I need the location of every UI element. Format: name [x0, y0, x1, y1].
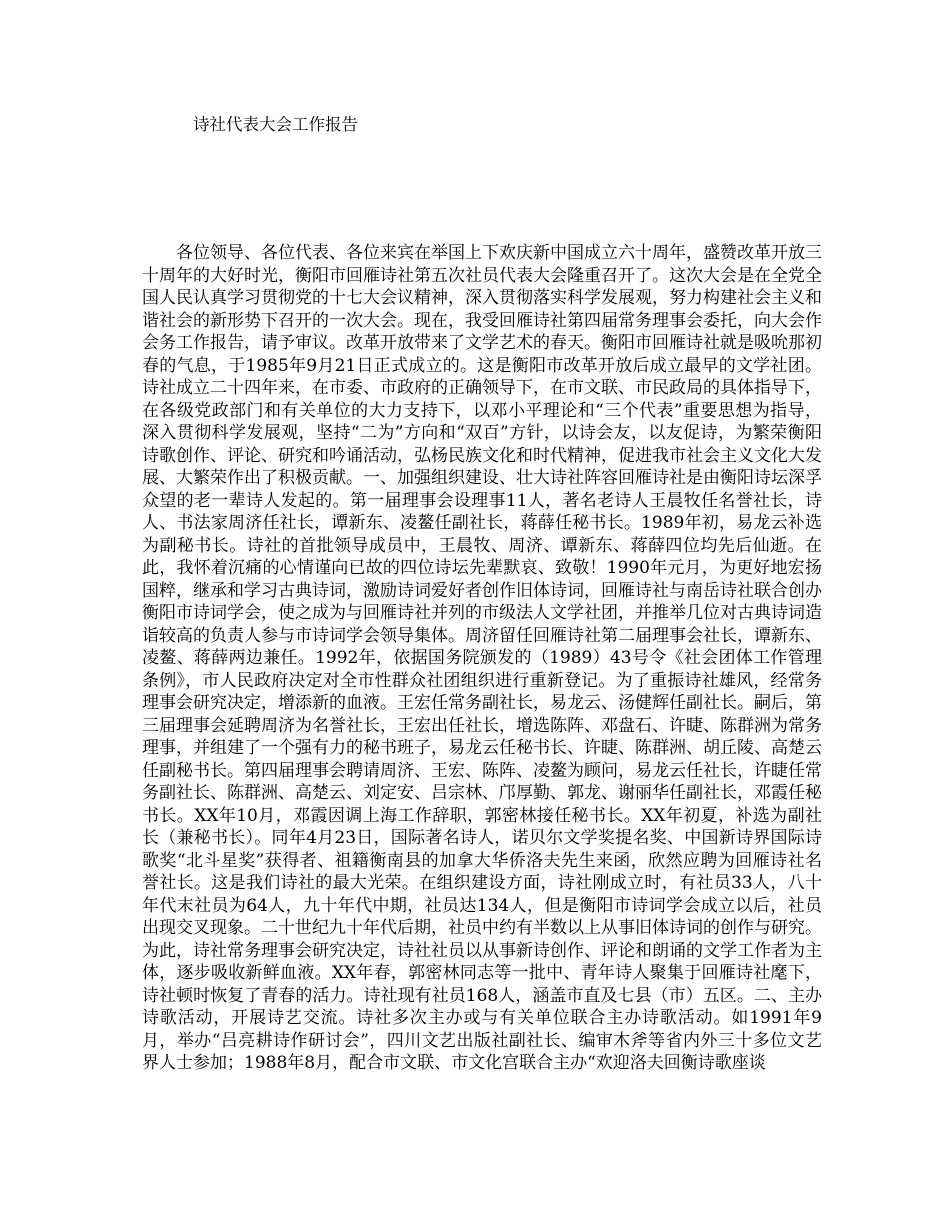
document-title: 诗社代表大会工作报告	[193, 115, 358, 134]
document-body-paragraph: 各位领导、各位代表、各位来宾在举国上下欢庆新中国成立六十周年，盛赞改革开放三十周年的大好时光，衡阳市回雁诗社第五次社员代表大会隆重召开了。这次大会是在全党全国人民认真学习贯彻党的十七大会议精神，深入贯彻落实科学发展观，努力构建社会主义和谐社会的新形势下召开的一次大会。现在，我受回雁诗社第四届常务理事会委托，向大会作会务工作报告，请予审议。改革开放带来了文学艺术的春天。衡阳市回雁诗社就是吸吮那初春的气息，于1985年9月21日正式成立的。这是衡阳市改革开放后成立最早的文学社团。诗社成立二十四年来，在市委、市政府的正确领导下，在市文联、市民政局的具体指导下，在各级党政部门和有关单位的大力支持下，以邓小平理论和“三个代表”重要思想为指导，深入贯彻科学发展观，坚持“二为”方向和“双百”方针，以诗会友，以友促诗，为繁荣衡阳诗歌创作、评论、研究和吟诵活动，弘杨民族文化和时代精神，促进我市社会主义文化大发展、大繁荣作出了积极贡献。一、加强组织建设、壮大诗社阵容回雁诗社是由衡阳诗坛深孚众望的老一辈诗人发起的。第一届理事会设理事11人，著名老诗人王晨牧任名誉社长，诗人、书法家周济任社长，谭新东、凌鳌任副社长，蒋薛任秘书长。1989年初，易龙云补选为副秘书长。诗社的首批领导成员中，王晨牧、周济、谭新东、蒋薛四位均先后仙逝。在此，我怀着沉痛的心情谨向已故的四位诗坛先辈默哀、致敬！1990年元月，为更好地宏扬国粹，继承和学习古典诗词，激励诗词爱好者创作旧体诗词，回雁诗社与南岳诗社联合创办衡阳市诗词学会，使之成为与回雁诗社并列的市级法人文学社团，并推举几位对古典诗词造诣较高的负责人参与市诗词学会领导集体。周济留任回雁诗社第二届理事会社长，谭新东、凌鳌、蒋薛两边兼任。1992年，依据国务院颁发的（1989）43号令《社会团体工作管理条例》，市人民政府决定对全市性群众社团组织进行重新登记。为了重振诗社雄风，经常务理事会研究决定，增添新的血液。王宏任常务副社长，易龙云、汤健辉任副社长。嗣后，第三届理事会延聘周济为名誉社长，王宏出任社长，增选陈阵、邓盘石、许睫、陈群洲为常务理事，并组建了一个强有力的秘书班子，易龙云任秘书长、许睫、陈群洲、胡丘陵、高楚云任副秘书长。第四届理事会聘请周济、王宏、陈阵、凌鳌为顾问，易龙云任社长，许睫任常务副社长、陈群洲、高楚云、刘定安、吕宗林、邝厚勤、郭龙、谢丽华任副社长，邓霞任秘书长。XX年10月，邓霞因调上海工作辞职，郭密林接任秘书长。XX年初夏，补选为副社长（兼秘书长）。同年4月23日，国际著名诗人，诺贝尔文学奖提名奖、中国新诗界国际诗歌奖“北斗星奖”获得者、祖籍衡南县的加拿大华侨洛夫先生来函，欣然应聘为回雁诗社名誉社长。这是我们诗社的最大光荣。在组织建设方面，诗社刚成立时，有社员33人，八十年代末社员为64人，九十年代中期，社员达134人，但是衡阳市诗词学会成立以后，社员出现交叉现象。二十世纪九十年代后期，社员中约有半数以上从事旧体诗词的创作与研究。为此，诗社常务理事会研究决定，诗社社员以从事新诗创作、评论和朗诵的文学工作者为主体，逐步吸收新鲜血液。XX年春，郭密林同志等一批中、青年诗人聚集于回雁诗社麾下，诗社顿时恢复了青春的活力。诗社现有社员168人，涵盖市直及七县（市）五区。二、主办诗歌活动，开展诗艺交流。诗社多次主办或与有关单位联合主办诗歌活动。如1991年9月，举办“吕亮耕诗作研讨会”，四川文艺出版社副社长、编审木斧等省内外三十多位文艺界人士参加；1988年8月，配合市文联、市文化宫联合主办“欢迎洛夫回衡诗歌座谈	[142, 243, 822, 1073]
